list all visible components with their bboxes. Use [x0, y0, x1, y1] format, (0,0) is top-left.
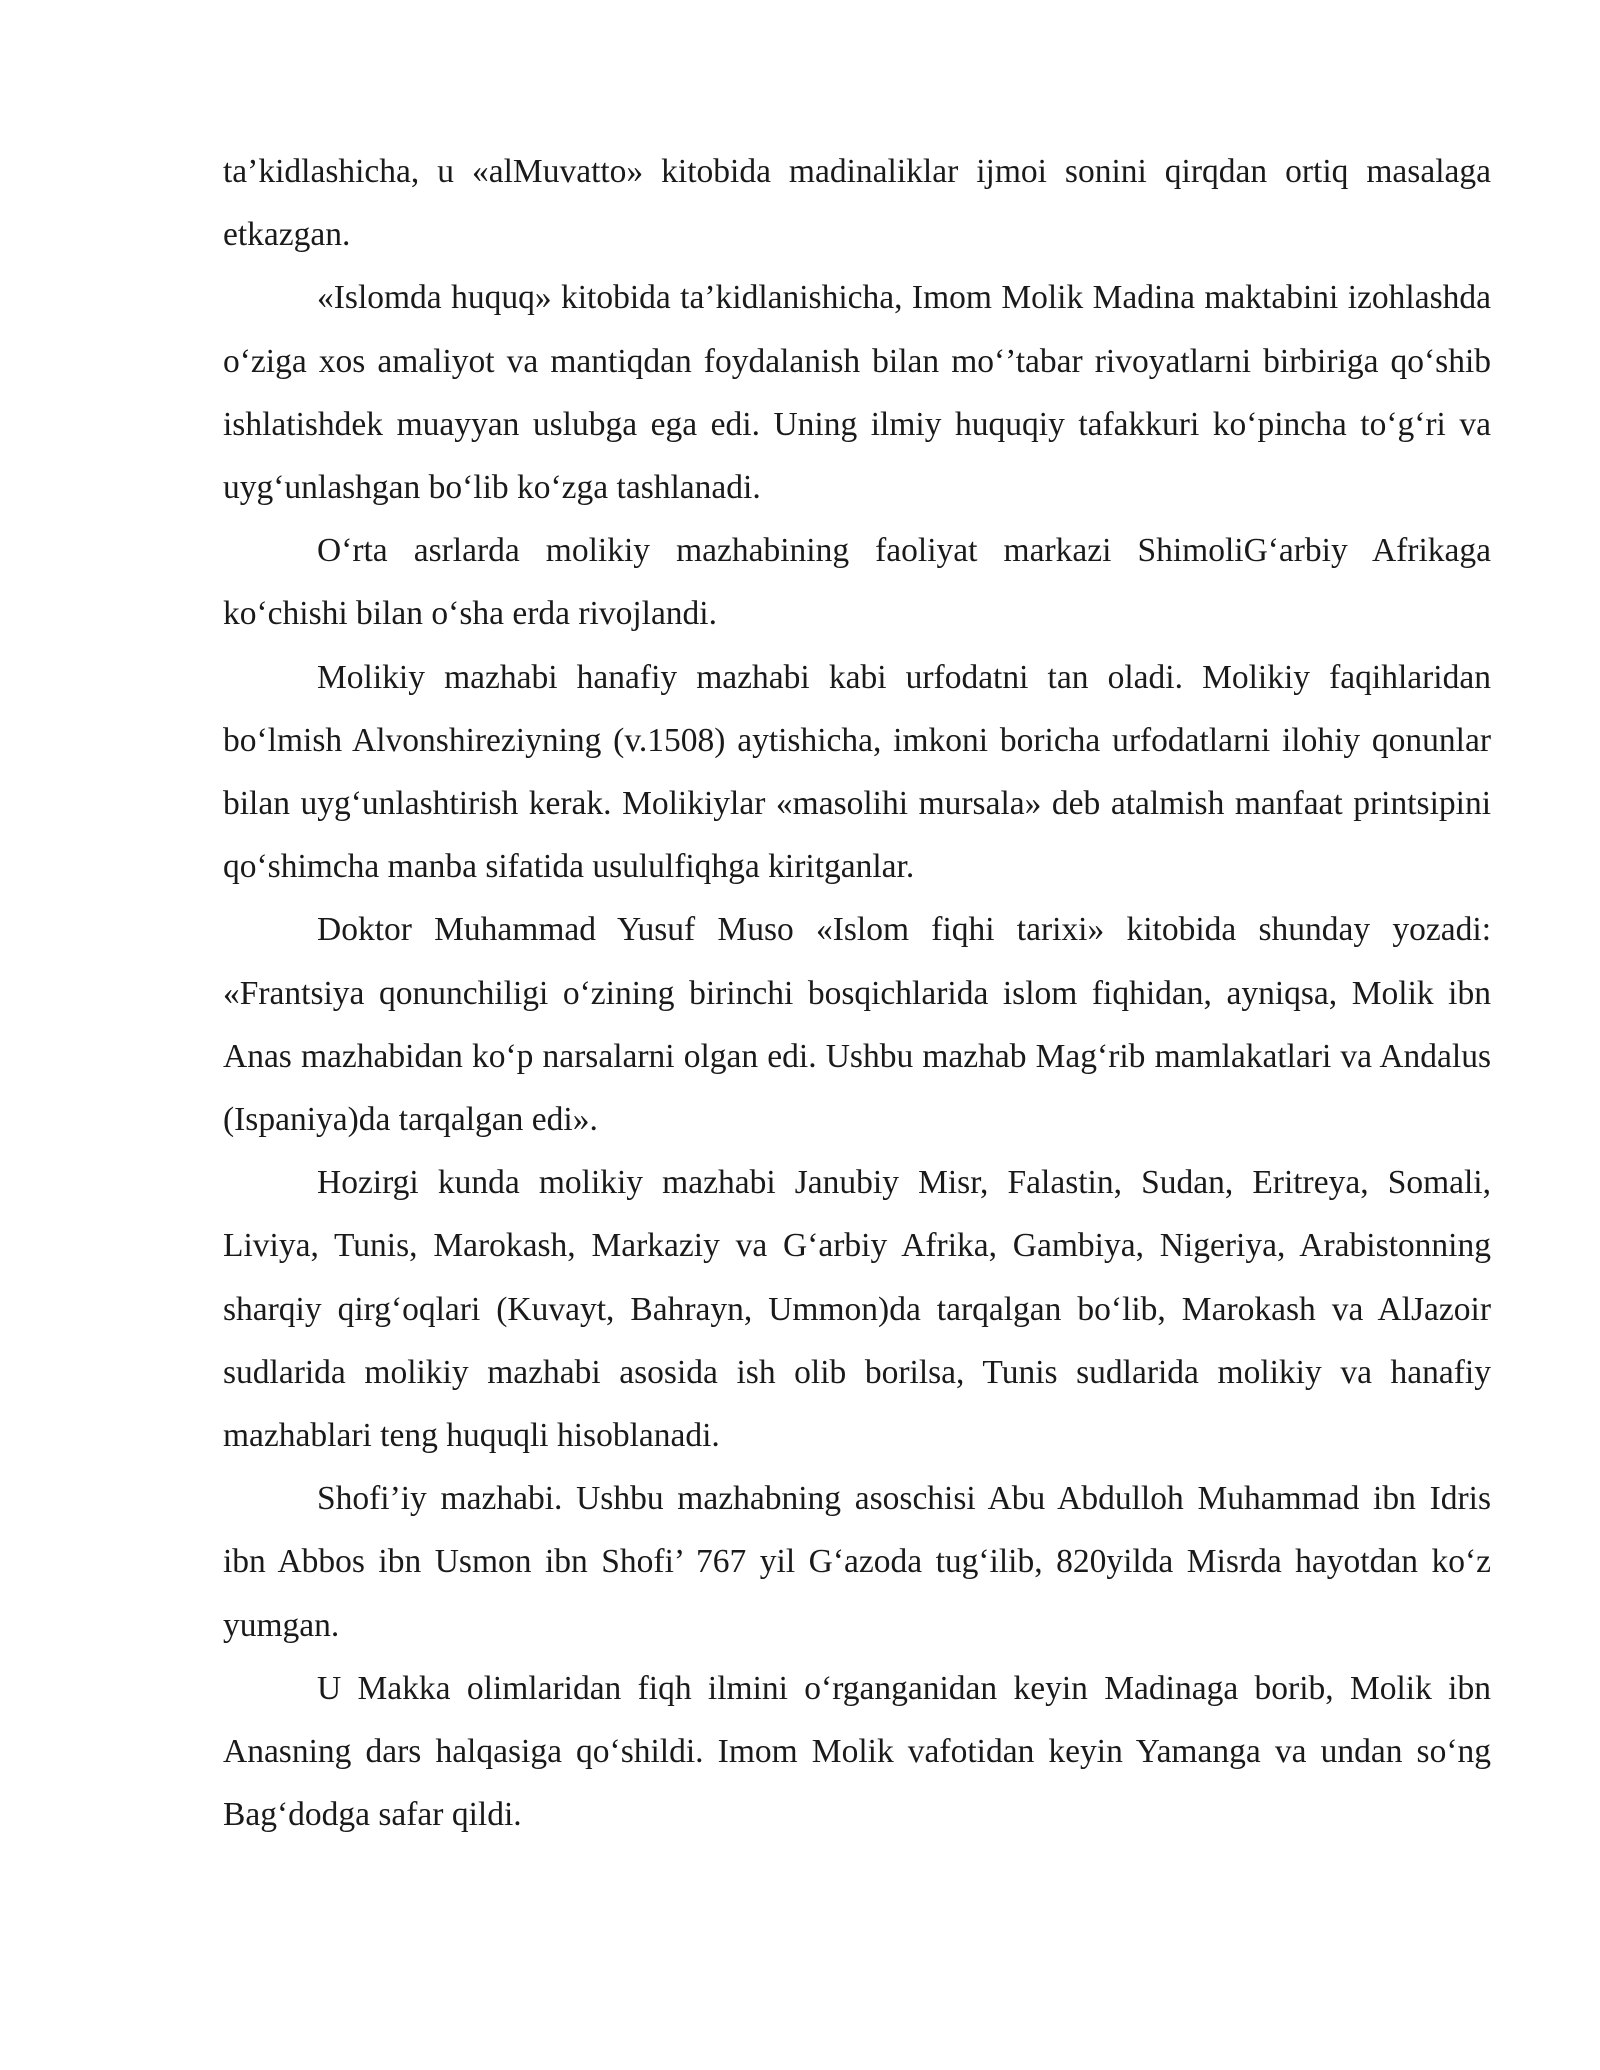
paragraph-shofiiy-mazhabi: Shofi’iy mazhabi. Ushbu mazhabning asoschisi Abu Abdulloh Muhammad ibn Idris ibn Abbos ibn Usmon ibn Shofi’ 767 yil G‘azoda tug‘ilib, 820yilda Misrda hayotdan ko‘z yumgan.	[223, 1480, 1491, 1644]
paragraph-doktor-muso: Doktor Muhammad Yusuf Muso «Islom fiqhi tarixi» kitobida shunday yozadi: «Frantsiya qonunchiligi o‘zining birinchi bosqichlarida islom fiqhidan, ayniqsa, Molik ibn Anas mazhabidan ko‘p narsalarni olgan edi. Ushbu mazhab Mag‘rib mamlakatlari va Andalus (Ispaniya)da tarqalgan edi».	[223, 911, 1491, 1139]
document-body	[223, 140, 1491, 1846]
paragraph-continuation: ta’kidlashicha, u «alMuvatto» kitobida madinaliklar ijmoi sonini qirqdan ortiq masalaga etkazgan.	[223, 153, 1491, 254]
paragraph-molikiy-urfodat: Molikiy mazhabi hanafiy mazhabi kabi urfodatni tan oladi. Molikiy faqihlaridan bo‘lmish Alvonshireziyning (v.1508) aytishicha, imkoni boricha urfodatlarni ilohiy qonunlar bilan uyg‘unlashtirish kerak. Molikiylar «masolihi mursala» deb atalmish manfaat printsipini qo‘shimcha manba sifatida usululfiqhga kiritganlar.	[223, 658, 1491, 886]
paragraph-u-makka: U Makka olimlaridan fiqh ilmini o‘rganganidan keyin Madinaga borib, Molik ibn Anasning dars halqasiga qo‘shildi. Imom Molik vafotidan keyin Yamanga va undan so‘ng Bag‘dodga safar qildi.	[223, 1669, 1491, 1834]
paragraph-islomda-huquq: «Islomda huquq» kitobida ta’kidlanishicha, Imom Molik Madina maktabini izohlashda o‘ziga xos amaliyot va mantiqdan foydalanish bilan mo‘’tabar rivoyatlarni birbiriga qo‘shib ishlatishdek muayyan uslubga ega edi. Uning ilmiy huquqiy tafakkuri ko‘pincha to‘g‘ri va uyg‘unlashgan bo‘lib ko‘zga tashlanadi.	[223, 279, 1491, 507]
paragraph-orta-asrlarda: O‘rta asrlarda molikiy mazhabining faoliyat markazi ShimoliG‘arbiy Afrikaga ko‘chishi bilan o‘sha erda rivojlandi.	[223, 532, 1491, 633]
paragraph-hozirgi-kunda: Hozirgi kunda molikiy mazhabi Janubiy Misr, Falastin, Sudan, Eritreya, Somali, Liviya, Tunis, Marokash, Markaziy va G‘arbiy Afrika, Gambiya, Nigeriya, Arabistonning sharqiy qirg‘oqlari (Kuvayt, Bahrayn, Ummon)da tarqalgan bo‘lib, Marokash va AlJazoir sudlarida molikiy mazhabi asosida ish olib borilsa, Tunis sudlarida molikiy va hanafiy mazhablari teng huquqli hisoblanadi.	[223, 1164, 1491, 1455]
